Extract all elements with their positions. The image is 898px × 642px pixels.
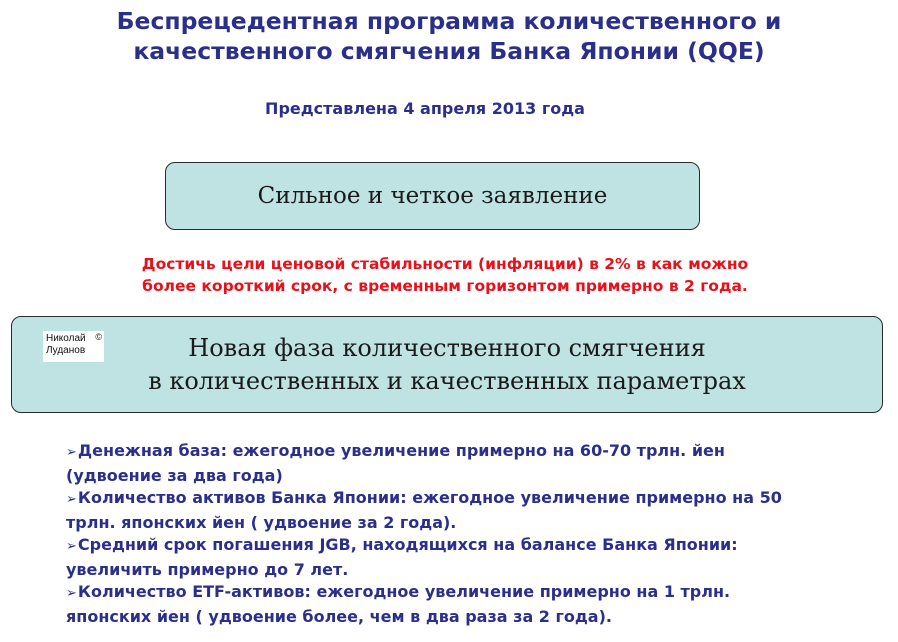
- list-item-line-2: (удвоение за два года): [66, 465, 283, 485]
- arrow-bullet-icon: ➢: [66, 492, 77, 507]
- list-item-line-2: японских йен ( удвоение более, чем в два раза за 2 года).: [66, 606, 612, 626]
- new-phase-text: [148, 332, 746, 398]
- statement-box-label: Сильное и четкое заявление: [257, 183, 608, 209]
- measures-list: [66, 440, 866, 628]
- goal-line-1: Достичь цели ценовой стабильности (инфляции) в 2% в как можно: [141, 255, 749, 273]
- list-item: [66, 487, 866, 534]
- list-item: [66, 534, 866, 581]
- inflation-goal-text: [0, 253, 890, 297]
- list-item-line-1: Количество ETF-активов: ежегодное увеличение примерно на 1 трлн.: [77, 582, 731, 601]
- list-item: [66, 440, 866, 487]
- new-phase-line-1: Новая фаза количественного смягчения: [188, 333, 706, 362]
- list-item-line-2: увеличить примерно до 7 лет.: [66, 559, 349, 579]
- list-item-line-2: трлн. японских йен ( удвоение за 2 года).: [66, 512, 457, 532]
- list-item-line-1: Средний срок погашения JGB, находящихся на балансе Банка Японии:: [77, 535, 738, 554]
- author-logo: [43, 331, 104, 362]
- arrow-bullet-icon: ➢: [66, 586, 77, 601]
- new-phase-box: [11, 316, 883, 413]
- author-logo-first-name: Николай: [46, 333, 86, 344]
- new-phase-line-2: в количественных и качественных параметрах: [148, 366, 746, 395]
- statement-box: [165, 162, 700, 230]
- slide-title-line-2: качественного смягчения Банка Японии (QQE): [133, 37, 765, 65]
- author-logo-last-name: Луданов: [46, 345, 86, 356]
- arrow-bullet-icon: ➢: [66, 539, 77, 554]
- arrow-bullet-icon: ➢: [66, 445, 77, 460]
- list-item-line-1: Количество активов Банка Японии: ежегодное увеличение примерно на 50: [77, 488, 782, 507]
- copyright-icon: ©: [95, 332, 102, 342]
- slide-title-line-1: Беспрецедентная программа количественного и: [116, 7, 782, 35]
- goal-line-2: более короткий срок, с временным горизонтом примерно в 2 года.: [142, 277, 748, 295]
- list-item: [66, 581, 866, 628]
- slide-title: [0, 6, 898, 66]
- list-item-line-1: Денежная база: ежегодное увеличение примерно на 60-70 трлн. йен: [77, 441, 725, 460]
- presentation-date: Представлена 4 апреля 2013 года: [265, 99, 585, 118]
